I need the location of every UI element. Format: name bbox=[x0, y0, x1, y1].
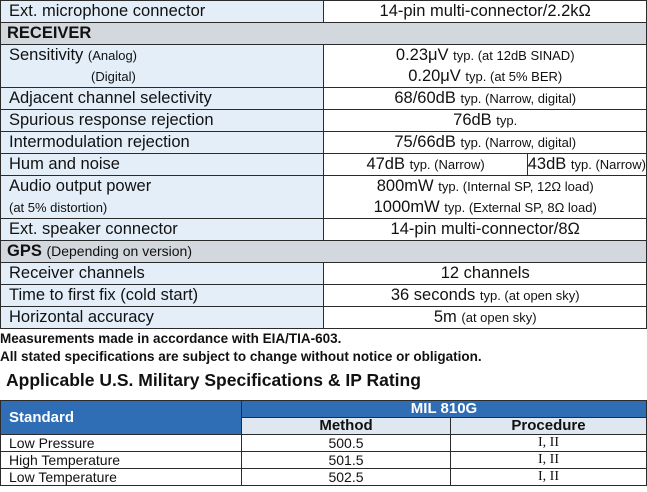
analog-tag: (Analog) bbox=[87, 48, 138, 63]
header-method: Method bbox=[242, 418, 451, 435]
spec-value-cell bbox=[324, 307, 647, 329]
spec-sublabel: (at 5% distortion) bbox=[9, 200, 108, 215]
spec-value: 36 seconds bbox=[390, 286, 476, 304]
spec-label-cell bbox=[1, 197, 324, 219]
spec-value: 5m bbox=[433, 308, 457, 326]
spec-label: Adjacent channel selectivity bbox=[1, 88, 324, 110]
spec-row-spurious bbox=[1, 110, 647, 132]
spec-value-cell bbox=[324, 197, 647, 219]
spec-row-ttff bbox=[1, 285, 647, 307]
spec-label: Ext. speaker connector bbox=[1, 219, 324, 241]
spec-row-intermod bbox=[1, 132, 647, 154]
mil-header-row bbox=[1, 401, 647, 418]
spec-note: typ. (Narrow) bbox=[409, 157, 485, 172]
spec-value-cell bbox=[324, 110, 647, 132]
spec-value-cell bbox=[324, 154, 527, 176]
spec-value: 43dB bbox=[527, 155, 567, 173]
section-title: RECEIVER bbox=[1, 23, 647, 45]
spec-row-audio-2 bbox=[1, 197, 647, 219]
section-receiver bbox=[1, 23, 647, 45]
section-title-cell bbox=[1, 241, 647, 263]
spec-label: Ext. microphone connector bbox=[1, 1, 324, 23]
mil-spec-table bbox=[0, 400, 647, 486]
spec-value: 75/66dB bbox=[394, 133, 456, 151]
standard-cell: Low Pressure bbox=[1, 435, 242, 452]
procedure-cell: I, II bbox=[451, 452, 647, 469]
spec-row-horizontal bbox=[1, 307, 647, 329]
method-cell: 501.5 bbox=[242, 452, 451, 469]
spec-row-ext-spk bbox=[1, 219, 647, 241]
spec-row-audio-1 bbox=[1, 176, 647, 198]
mil-spec-title: Applicable U.S. Military Specifications & IP Rating bbox=[6, 370, 421, 390]
spec-value: 0.23μV bbox=[395, 46, 449, 64]
spec-label: Hum and noise bbox=[1, 154, 324, 176]
method-cell: 500.5 bbox=[242, 435, 451, 452]
spec-value: 47dB bbox=[366, 155, 405, 173]
digital-tag: (Digital) bbox=[91, 69, 136, 84]
spec-label: Spurious response rejection bbox=[1, 110, 324, 132]
section-subtitle: (Depending on version) bbox=[46, 243, 192, 259]
spec-value: 12 channels bbox=[324, 263, 647, 285]
spec-row-sensitivity-digital bbox=[1, 66, 647, 88]
spec-value-cell bbox=[324, 45, 647, 67]
spec-note: typ. (Narrow, digital) bbox=[460, 91, 577, 106]
header-standard: Standard bbox=[1, 401, 242, 435]
spec-value: 76dB bbox=[453, 111, 492, 129]
spec-value-cell bbox=[324, 285, 647, 307]
standard-cell: Low Temperature bbox=[1, 469, 242, 486]
spec-label: Intermodulation rejection bbox=[1, 132, 324, 154]
spec-value-cell bbox=[324, 176, 647, 198]
spec-label: Time to first fix (cold start) bbox=[1, 285, 324, 307]
spec-row-adjacent bbox=[1, 88, 647, 110]
section-gps bbox=[1, 241, 647, 263]
spec-note: typ. (External SP, 8Ω load) bbox=[444, 200, 597, 215]
spec-row-sensitivity-analog bbox=[1, 45, 647, 67]
spec-value: 1000mW bbox=[373, 198, 440, 216]
spec-note: typ. (at open sky) bbox=[479, 288, 580, 303]
standard-cell: High Temperature bbox=[1, 452, 242, 469]
spec-note: typ. (at 5% BER) bbox=[465, 69, 563, 84]
footnote-measurements: Measurements made in accordance with EIA/TIA-603. bbox=[0, 331, 342, 346]
table-row bbox=[1, 435, 647, 452]
spec-note: typ. (at 12dB SINAD) bbox=[453, 48, 575, 63]
spec-value: 14-pin multi-connector/8Ω bbox=[324, 219, 647, 241]
spec-note: typ. (Narrow) bbox=[570, 157, 646, 172]
spec-row-hum bbox=[1, 154, 647, 176]
spec-label: Horizontal accuracy bbox=[1, 307, 324, 329]
spec-value-cell bbox=[324, 66, 647, 88]
spec-value: 68/60dB bbox=[394, 89, 456, 107]
footnote-disclaimer: All stated specifications are subject to change without notice or obligation. bbox=[0, 349, 482, 364]
spec-value-cell bbox=[324, 132, 647, 154]
spec-value-cell bbox=[527, 154, 646, 176]
spec-value: 800mW bbox=[376, 177, 434, 195]
table-row bbox=[1, 469, 647, 486]
spec-label-cell bbox=[1, 66, 324, 88]
spec-label: Sensitivity bbox=[9, 46, 84, 64]
header-procedure: Procedure bbox=[451, 418, 647, 435]
procedure-cell: I, II bbox=[451, 469, 647, 486]
method-cell: 502.5 bbox=[242, 469, 451, 486]
spec-value-cell bbox=[324, 88, 647, 110]
table-row bbox=[1, 452, 647, 469]
spec-note: typ. (Narrow, digital) bbox=[460, 135, 577, 150]
spec-row-ext-mic bbox=[1, 1, 647, 23]
spec-label: Audio output power bbox=[1, 176, 324, 198]
spec-note: (at open sky) bbox=[461, 310, 537, 325]
spec-value: 0.20μV bbox=[408, 67, 461, 85]
spec-note: typ. (Internal SP, 12Ω load) bbox=[438, 179, 594, 194]
spec-value: 14-pin multi-connector/2.2kΩ bbox=[324, 1, 647, 23]
spec-note: typ. bbox=[496, 113, 518, 128]
header-mil: MIL 810G bbox=[242, 401, 647, 418]
section-title: GPS bbox=[7, 242, 42, 260]
spec-row-rx-channels bbox=[1, 263, 647, 285]
spec-label-cell bbox=[1, 45, 324, 67]
procedure-cell: I, II bbox=[451, 435, 647, 452]
spec-label: Receiver channels bbox=[1, 263, 324, 285]
